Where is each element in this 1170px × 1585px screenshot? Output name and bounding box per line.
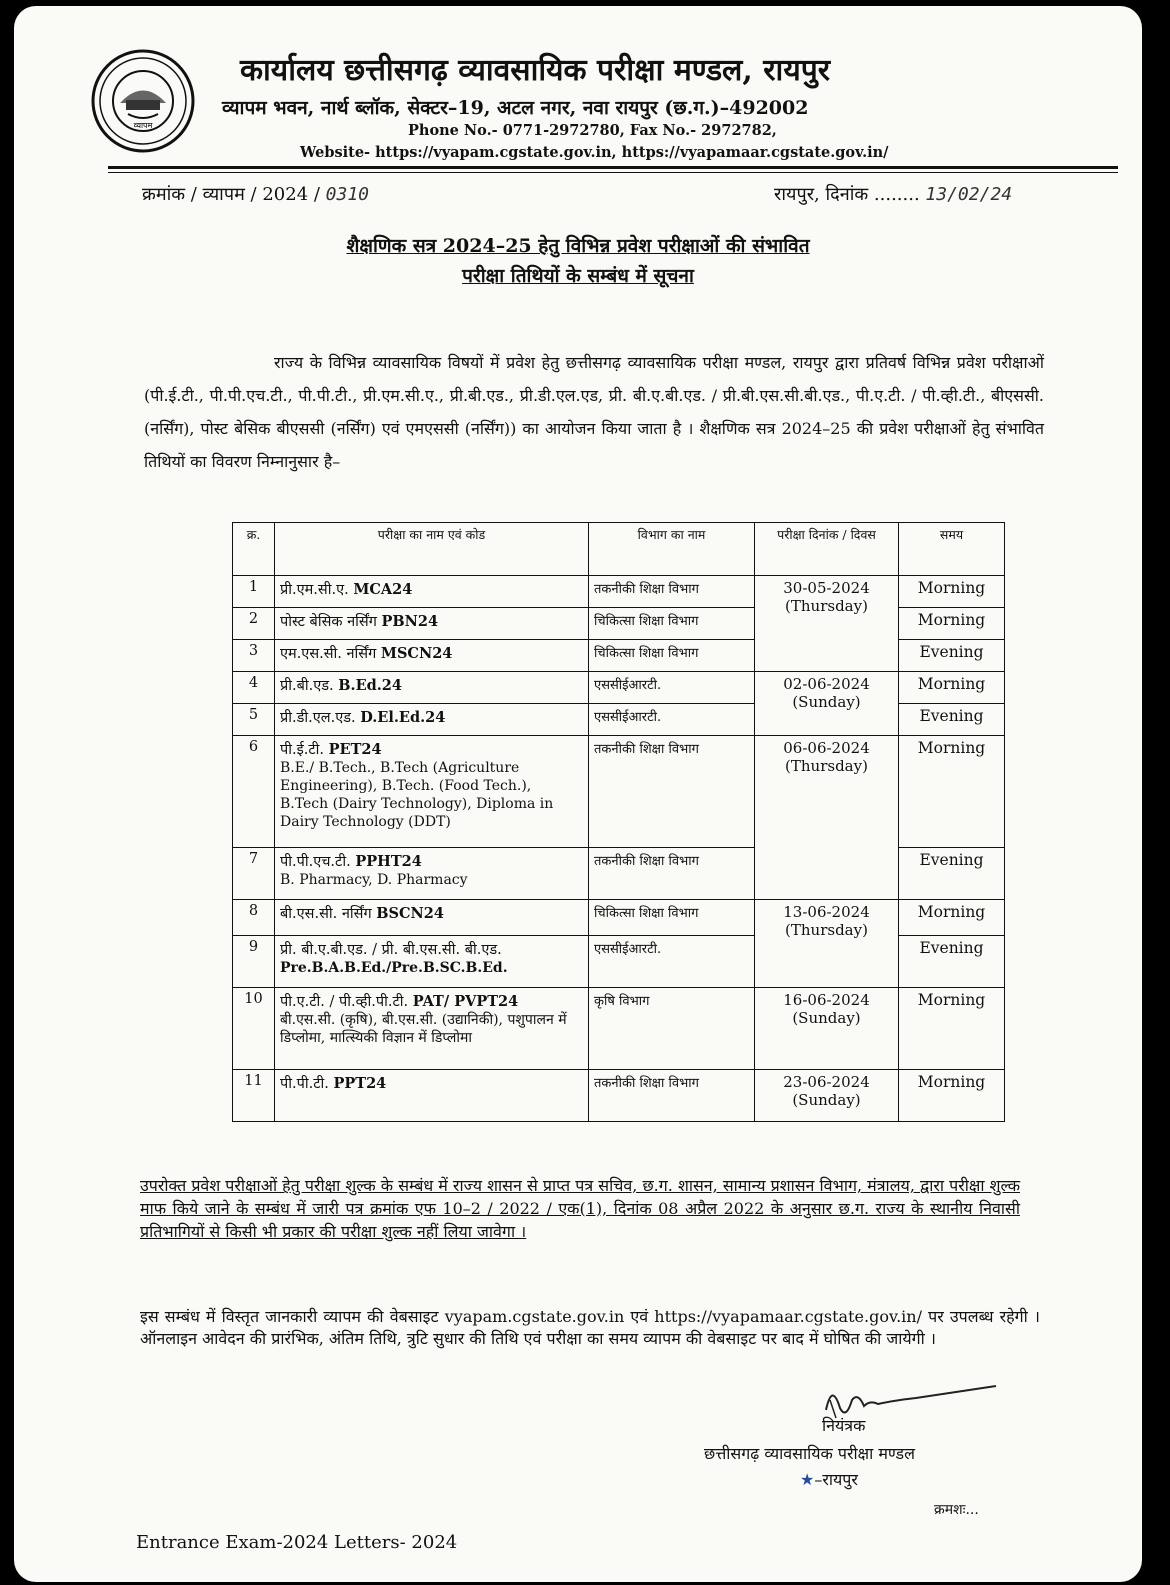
table-row [233,900,1005,936]
row-sr: 2 [233,608,275,640]
row-exam: प्री. बी.ए.बी.एड. / प्री. बी.एस.सी. बी.एड. Pre.B.A.B.Ed./Pre.B.SC.B.Ed. [275,936,589,988]
header-divider-thin [108,172,1118,173]
office-address: व्यापम भवन, नार्थ ब्लॉक, सेक्टर–19, अटल नगर, नवा रायपुर (छ.ग.)–492002 [222,97,809,119]
row-time: Evening [899,640,1005,672]
row-sr: 11 [233,1070,275,1122]
row-dept: चिकित्सा शिक्षा विभाग [589,640,755,672]
table-row [233,1070,1005,1122]
col-header-exam: परीक्षा का नाम एवं कोड [275,523,589,576]
row-exam: एम.एस.सी. नर्सिंग MSCN24 [275,640,589,672]
office-title: कार्यालय छत्तीसगढ़ व्यावसायिक परीक्षा मण्डल, रायपुर [240,53,831,88]
office-phone: Phone No.- 0771-2972780, Fax No.- 2972782, [408,122,777,139]
office-website: Website- https://vyapam.cgstate.gov.in, https://vyapamaar.cgstate.gov.in/ [300,144,889,161]
row-dept: तकनीकी शिक्षा विभाग [589,848,755,900]
signatory-city: ★–रायपुर [800,1470,858,1489]
row-sr: 8 [233,900,275,936]
row-time: Morning [899,900,1005,936]
col-header-date: परीक्षा दिनांक / दिवस [755,523,899,576]
table-row [233,672,1005,704]
row-exam: पोस्ट बेसिक नर्सिंग PBN24 [275,608,589,640]
row-time: Morning [899,1070,1005,1122]
place-date: रायपुर, दिनांक ........ 13/02/24 [774,184,1013,205]
row-time: Morning [899,576,1005,608]
row-sr: 3 [233,640,275,672]
row-dept: एससीईआरटी. [589,936,755,988]
signatory-organization: छत्तीसगढ़ व्यावसायिक परीक्षा मण्डल [704,1444,915,1463]
subject-line-1: शैक्षणिक सत्र 2024–25 हेतु विभिन्न प्रवेश परीक्षाओं की संभावित [346,235,810,257]
row-exam: बी.एस.सी. नर्सिंग BSCN24 [275,900,589,936]
row-exam: प्री.एम.सी.ए. MCA24 [275,576,589,608]
row-dept: कृषि विभाग [589,988,755,1070]
row-date: 16-06-2024 (Sunday) [755,988,899,1070]
row-date: 02-06-2024 (Sunday) [755,672,899,736]
row-date: 06-06-2024 (Thursday) [755,736,899,900]
row-dept: तकनीकी शिक्षा विभाग [589,1070,755,1122]
row-exam: प्री.डी.एल.एड. D.El.Ed.24 [275,704,589,736]
row-dept: एससीईआरटी. [589,672,755,704]
row-sr: 4 [233,672,275,704]
row-exam: पी.ए.टी. / पी.व्ही.पी.टी. PAT/ PVPT24 बी.एस.सी. (कृषि), बी.एस.सी. (उद्यानिकी), पशुपालन में डिप्लोमा, मात्स्यिकी विज्ञान में डिप्लोमा [275,988,589,1070]
fee-waiver-paragraph: उपरोक्त प्रवेश परीक्षाओं हेतु परीक्षा शुल्क के सम्बंध में राज्य शासन से प्राप्त पत्र सचिव, छ.ग. शासन, सामान्य प्रशासन विभाग, मंत्रालय, द्वारा परीक्षा शुल्क माफ किये जाने के सम्बंध में जारी पत्र क्रमांक एफ 10–2 / 2022 / एक(1), दिनांक 08 अप्रैल 2022 के अनुसार छ.ग. राज्य के स्थानीय निवासी प्रतिभागियों से किसी भी प्रकार की परीक्षा शुल्क नहीं लिया जावेगा । [140,1176,1020,1241]
document-page [14,6,1142,1582]
row-dept: तकनीकी शिक्षा विभाग [589,736,755,848]
row-date: 30-05-2024 (Thursday) [755,576,899,672]
table-header-row [233,523,1005,576]
table-row [233,988,1005,1070]
row-dept: चिकित्सा शिक्षा विभाग [589,900,755,936]
row-time: Morning [899,672,1005,704]
row-dept: चिकित्सा शिक्षा विभाग [589,608,755,640]
row-date: 13-06-2024 (Thursday) [755,900,899,988]
table-row [233,736,1005,848]
row-sr: 1 [233,576,275,608]
handwritten-date: 13/02/24 [925,184,1013,205]
intro-paragraph: राज्य के विभिन्न व्यावसायिक विषयों में प्रवेश हेतु छत्तीसगढ़ व्यावसायिक परीक्षा मण्डल, रायपुर द्वारा प्रतिवर्ष विभिन्न प्रवेश परीक्षाओं (पी.ई.टी., पी.पी.एच.टी., पी.पी.टी., प्री.एम.सी.ए., प्री.बी.एड., प्री.डी.एल.एड, प्री. बी.ए.बी.एड. / प्री.बी.एस.सी.बी.एड., पी.ए.टी. / पी.व्ही.टी., बीएससी. (नर्सिंग), पोस्ट बेसिक बीएससी (नर्सिंग) एवं एमएससी (नर्सिंग)) का आयोजन किया जाता है । शैक्षणिक सत्र 2024–25 की प्रवेश परीक्षाओं हेतु संभावित तिथियों का विवरण निम्नानुसार है– [144,353,1044,471]
footer-file-reference: Entrance Exam-2024 Letters- 2024 [136,1532,458,1553]
subject-line-2: परीक्षा तिथियों के सम्बंध में सूचना [462,265,694,287]
col-header-dept: विभाग का नाम [589,523,755,576]
website-info-paragraph: इस सम्बंध में विस्तृत जानकारी व्यापम की वेबसाइट vyapam.cgstate.gov.in एवं https://vyapamaar.cgstate.gov.in/ पर उपलब्ध रहेगी । ऑनलाइन आवेदन की प्रारंभिक, अंतिम तिथि, त्रुटि सुधार की तिथि एवं परीक्षा का समय व्यापम की वेबसाइट पर बाद में घोषित की जायेगी । [140,1307,1040,1348]
row-exam: पी.पी.एच.टी. PPHT24 B. Pharmacy, D. Pharmacy [275,848,589,900]
row-time: Evening [899,936,1005,988]
exam-schedule-table [232,522,1005,1122]
star-icon: ★ [800,1470,815,1489]
svg-text:व्यापम: व्यापम [133,121,153,130]
row-exam: पी.ई.टी. PET24 B.E./ B.Tech., B.Tech (Agriculture Engineering), B.Tech. (Food Tech.), B.Tech (Dairy Technology), Diploma in Dairy Technology (DDT) [275,736,589,848]
col-header-sr: क्र. [233,523,275,576]
row-sr: 5 [233,704,275,736]
col-header-time: समय [899,523,1005,576]
row-sr: 10 [233,988,275,1070]
table-row [233,576,1005,608]
row-sr: 7 [233,848,275,900]
row-date: 23-06-2024 (Sunday) [755,1070,899,1122]
signatory-designation: नियंत्रक [822,1416,866,1435]
row-sr: 6 [233,736,275,848]
row-time: Morning [899,988,1005,1070]
row-sr: 9 [233,936,275,988]
row-exam: प्री.बी.एड. B.Ed.24 [275,672,589,704]
row-dept: एससीईआरटी. [589,704,755,736]
vyapam-emblem-logo [90,48,196,154]
row-time: Evening [899,848,1005,900]
row-time: Morning [899,736,1005,848]
reference-number: क्रमांक / व्यापम / 2024 / 0310 [142,184,370,205]
row-time: Evening [899,704,1005,736]
header-divider [108,166,1118,169]
row-exam: पी.पी.टी. PPT24 [275,1070,589,1122]
handwritten-ref-number: 0310 [325,184,370,205]
row-dept: तकनीकी शिक्षा विभाग [589,576,755,608]
continued-marker: क्रमशः... [934,1502,979,1518]
row-time: Morning [899,608,1005,640]
